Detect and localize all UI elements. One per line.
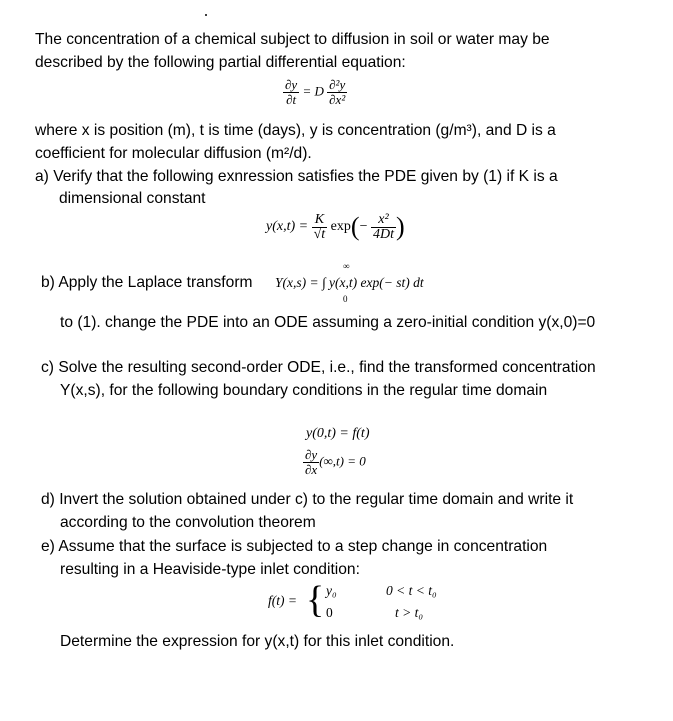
part-c-line-1: c) Solve the resulting second-order ODE, i.e., find the transformed concentration — [41, 359, 596, 376]
pde-lhs-numerator: ∂y — [285, 77, 298, 92]
bc2-denominator: ∂x — [305, 462, 318, 477]
laplace-formula — [275, 261, 465, 303]
definitions-line-1: where x is position (m), t is time (days), y is concentration (g/m³), and D is a — [35, 122, 556, 139]
part-c-line-2: Y(x,s), for the following boundary conditions in the regular time domain — [60, 382, 548, 399]
case-1-condition: 0 < t < t₀ — [386, 583, 437, 598]
boundary-condition-2 — [303, 448, 366, 477]
case-2-condition: t > t₀ — [395, 605, 424, 620]
part-d-line-1: d) Invert the solution obtained under c) to the regular time domain and write it — [41, 491, 574, 508]
laplace-expression: Y(x,s) = ∫ y(x,t) exp(− st) dt — [275, 275, 424, 290]
case-1-value: y₀ — [326, 583, 337, 598]
pde-equals: = D — [302, 83, 324, 99]
case-2-value: 0 — [326, 605, 333, 620]
laplace-lower-limit: 0 — [343, 294, 348, 304]
bc2-numerator: ∂y — [305, 447, 318, 462]
eq-a-minus: − — [359, 219, 368, 235]
pde-rhs-denominator: ∂x² — [329, 92, 346, 107]
part-b-line-1: b) Apply the Laplace transform — [41, 274, 253, 291]
eq-a-exp: exp — [330, 219, 351, 235]
definitions-line-2: coefficient for molecular diffusion (m²/d). — [35, 145, 312, 162]
eq-a-x2: x² — [371, 213, 396, 228]
part-b-line-2: to (1). change the PDE into an ODE assuming a zero-initial condition y(x,0)=0 — [60, 314, 596, 331]
intro-line-1: The concentration of a chemical subject to diffusion in soil or water may be — [35, 31, 550, 48]
heaviside-lhs: f(t) = — [268, 593, 297, 608]
eq-a-sqrt-t: √t — [313, 226, 326, 242]
eq-a-4Dt: 4Dt — [372, 226, 394, 242]
part-a-line-1: a) Verify that the following exnression satisfies the PDE given by (1) if K is a — [35, 168, 558, 185]
part-e-line-1: e) Assume that the surface is subjected to a step change in concentration — [41, 538, 548, 555]
part-a-line-2: dimensional constant — [59, 190, 206, 207]
stray-mark — [205, 14, 207, 16]
intro-line-2: described by the following partial differential equation: — [35, 54, 406, 71]
part-e-line-3: Determine the expression for y(x,t) for this inlet condition. — [60, 633, 455, 650]
part-a-equation: y(x,t) = $\frac{K}{√t}$ exp(− $\frac{\text{x²}}{4Dt}$ ) — [266, 211, 405, 242]
brace: { — [306, 579, 325, 621]
heaviside-condition — [268, 580, 468, 624]
eq-a-lhs: y(x,t) = — [266, 219, 309, 235]
laplace-upper-limit: ∞ — [343, 261, 350, 271]
part-d-line-2: according to the convolution theorem — [60, 514, 316, 531]
part-e-line-2: resulting in a Heaviside-type inlet condition: — [60, 561, 360, 578]
bc2-rest: (∞,t) = 0 — [319, 453, 366, 469]
boundary-condition-1: y(0,t) = f(t) — [306, 426, 370, 441]
pde-lhs-denominator: ∂t — [286, 92, 297, 107]
eq-a-K: K — [312, 213, 328, 228]
pde-rhs-numerator: ∂²y — [329, 77, 346, 92]
pde-equation — [283, 78, 347, 107]
